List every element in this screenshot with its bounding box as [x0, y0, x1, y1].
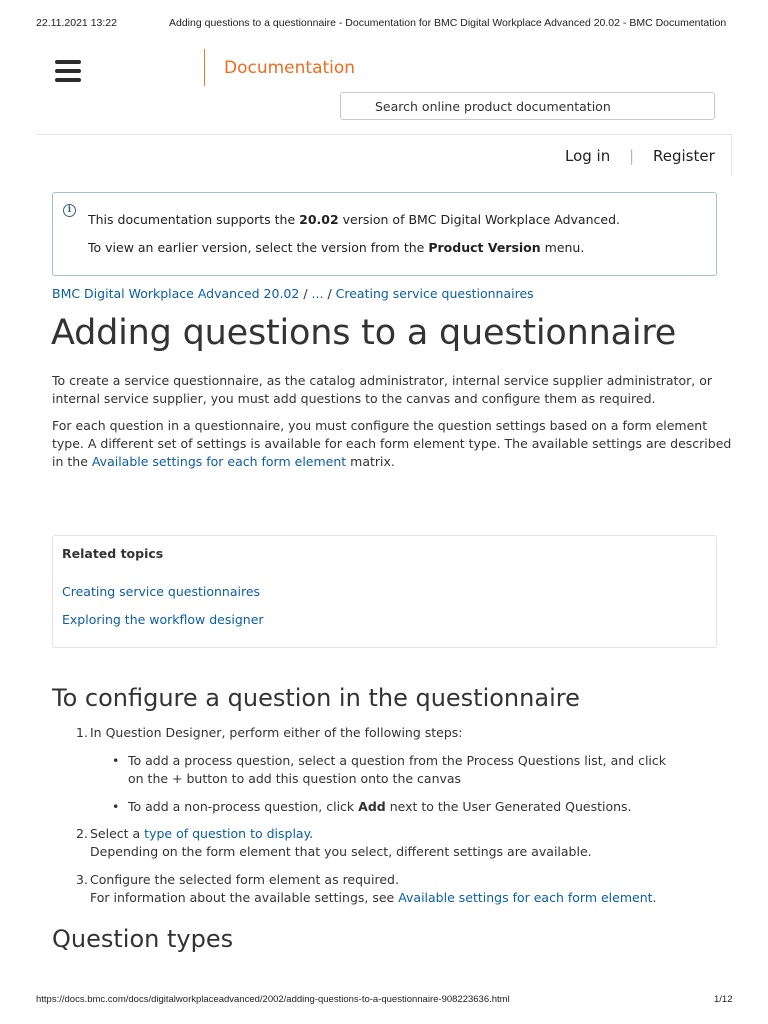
header-bottom-border	[36, 134, 732, 135]
notice-text: This documentation supports the	[88, 212, 300, 227]
breadcrumb-separator: /	[327, 286, 332, 301]
breadcrumb	[52, 286, 534, 301]
bullet-text-part: next to the User Generated Questions.	[385, 799, 632, 814]
add-label: Add	[358, 799, 386, 814]
step-text-part: Select a	[90, 826, 145, 841]
intro-paragraph-2	[52, 417, 732, 471]
step-text-part: Configure the selected form element as required.	[90, 872, 399, 887]
search-input[interactable]: Search online product documentation	[340, 92, 715, 120]
breadcrumb-root-link[interactable]: BMC Digital Workplace Advanced 20.02	[52, 286, 300, 301]
step-text-part: .	[652, 890, 657, 905]
breadcrumb-ellipsis-link[interactable]: ...	[311, 286, 324, 301]
intro-paragraph-1: To create a service questionnaire, as the catalog administrator, internal service supplier administrator, or internal service supplier, you must add questions to the canvas and configure them as required.	[52, 373, 712, 406]
paragraph-text: For each question in a questionnaire, you must configure the question settings based on a form element type. A different set of settings is available for each form element type. The available settings are described in the	[52, 418, 732, 469]
related-topics-title: Related topics	[62, 546, 164, 561]
breadcrumb-separator: /	[303, 286, 308, 301]
register-link[interactable]: Register	[653, 147, 715, 165]
notice-version: 20.02	[299, 212, 339, 227]
available-settings-link[interactable]: Available settings for each form element	[398, 890, 653, 905]
print-page-title: Adding questions to a questionnaire - Documentation for BMC Digital Workplace Advanced 20.02 - BMC Documentation	[169, 17, 727, 29]
question-type-link[interactable]: type of question to display	[144, 826, 310, 841]
hamburger-menu-icon[interactable]	[55, 60, 81, 82]
print-page-number: 1/12	[714, 994, 733, 1005]
step-text-part: For information about the available settings, see	[90, 890, 399, 905]
step-number: 2.	[76, 826, 88, 841]
configure-section-heading: To configure a question in the questionnaire	[52, 684, 580, 712]
step-number: 1.	[76, 725, 88, 740]
notice-text: To view an earlier version, select the version from the	[88, 240, 429, 255]
info-icon: i	[63, 204, 76, 217]
step-text-part: .	[309, 826, 314, 841]
paragraph-text: matrix.	[346, 454, 395, 469]
brand-documentation-link[interactable]: Documentation	[224, 58, 356, 78]
related-link-exploring-workflow-designer[interactable]: Exploring the workflow designer	[62, 612, 264, 627]
notice-line-2	[88, 240, 584, 255]
step-number: 3.	[76, 872, 88, 887]
auth-separator: |	[629, 147, 635, 165]
login-link[interactable]: Log in	[565, 147, 611, 165]
print-datetime: 22.11.2021 13:22	[36, 17, 117, 29]
notice-line-1	[88, 212, 620, 227]
available-settings-link[interactable]: Available settings for each form element	[91, 454, 347, 469]
question-types-heading: Question types	[52, 925, 234, 953]
step-text: In Question Designer, perform either of the following steps:	[90, 725, 463, 740]
version-notice	[52, 192, 717, 276]
page-title: Adding questions to a questionnaire	[51, 313, 677, 353]
bullet-text	[128, 798, 683, 816]
bullet-icon: •	[112, 799, 120, 814]
bullet-icon: •	[112, 753, 120, 768]
step-text	[90, 825, 710, 861]
notice-text: version of BMC Digital Workplace Advanced.	[338, 212, 620, 227]
notice-text: menu.	[540, 240, 585, 255]
related-link-creating-service-questionnaires[interactable]: Creating service questionnaires	[62, 584, 261, 599]
breadcrumb-current-link[interactable]: Creating service questionnaires	[335, 286, 534, 301]
step-text-part: Depending on the form element that you select, different settings are available.	[90, 844, 592, 859]
bullet-text-part: To add a non-process question, click	[128, 799, 359, 814]
header-right-border	[731, 134, 732, 176]
header-divider	[204, 49, 205, 86]
print-url: https://docs.bmc.com/docs/digitalworkplaceadvanced/2002/adding-questions-to-a-questionnaire-908223636.html	[36, 994, 510, 1005]
notice-product-version: Product Version	[428, 240, 541, 255]
step-text	[90, 871, 710, 907]
bullet-text: To add a process question, select a question from the Process Questions list, and click on the + button to add this question onto the canvas	[128, 753, 667, 786]
